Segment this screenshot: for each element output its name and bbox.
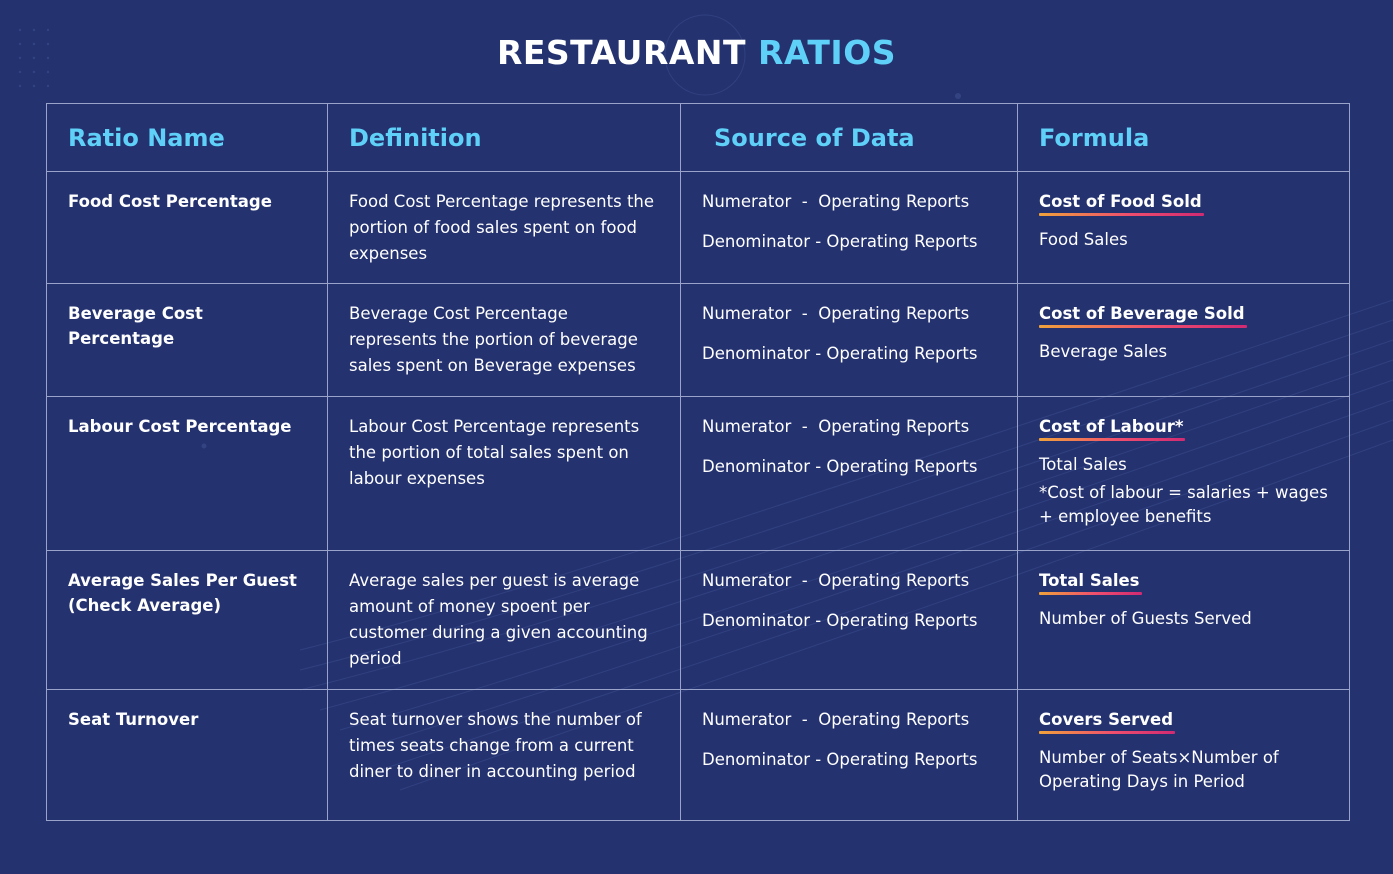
formula-denominator: Number of Guests Served — [1039, 609, 1252, 628]
table-row — [47, 551, 1350, 690]
header-label: Definition — [349, 123, 482, 152]
definition-cell — [328, 690, 681, 821]
formula-denominator: Food Sales — [1039, 230, 1128, 249]
table-row — [47, 397, 1350, 551]
table-row — [47, 284, 1350, 397]
title-part-1: RESTAURANT — [496, 33, 747, 72]
header-source-of-data — [681, 104, 1018, 172]
definition-cell — [328, 551, 681, 690]
source-cell — [681, 284, 1018, 397]
formula-footnote: *Cost of labour = salaries + wages + employee benefits — [1039, 483, 1328, 526]
definition-text: Seat turnover shows the number of times seats change from a current diner to diner in accounting period — [349, 710, 642, 781]
definition-cell — [328, 172, 681, 284]
formula-numerator: Covers Served — [1039, 707, 1173, 734]
source-denominator: Denominator - Operating Reports — [702, 232, 978, 251]
ratio-name: Seat Turnover — [68, 710, 199, 729]
table-header-row — [47, 104, 1350, 172]
header-definition — [328, 104, 681, 172]
ratio-name: Labour Cost Percentage — [68, 417, 292, 436]
source-cell — [681, 397, 1018, 551]
page-title — [0, 32, 1393, 74]
ratio-name: Food Cost Percentage — [68, 192, 272, 211]
formula-denominator: Number of Seats×Number of Operating Days in Period — [1039, 748, 1279, 791]
source-numerator: Numerator - Operating Reports — [702, 710, 970, 729]
source-cell — [681, 551, 1018, 690]
formula-denominator: Total Sales — [1039, 455, 1127, 474]
definition-text: Labour Cost Percentage represents the portion of total sales spent on labour expenses — [349, 417, 640, 488]
formula-numerator: Cost of Labour* — [1039, 414, 1183, 441]
ratio-name-cell — [47, 690, 328, 821]
definition-text: Average sales per guest is average amount of money spoent per customer during a given accounting period — [349, 571, 648, 668]
formula-cell — [1018, 690, 1350, 821]
ratio-name: Beverage Cost Percentage — [68, 304, 203, 348]
header-label: Formula — [1039, 123, 1150, 152]
source-denominator: Denominator - Operating Reports — [702, 457, 978, 476]
ratio-name-cell — [47, 284, 328, 397]
formula-numerator: Cost of Beverage Sold — [1039, 301, 1245, 328]
ratio-name-cell — [47, 551, 328, 690]
formula-cell — [1018, 172, 1350, 284]
source-numerator: Numerator - Operating Reports — [702, 304, 970, 323]
ratio-name-cell — [47, 172, 328, 284]
definition-cell — [328, 397, 681, 551]
source-cell — [681, 690, 1018, 821]
formula-cell — [1018, 397, 1350, 551]
ratio-name: Average Sales Per Guest (Check Average) — [68, 571, 297, 615]
source-numerator: Numerator - Operating Reports — [702, 571, 970, 590]
source-denominator: Denominator - Operating Reports — [702, 611, 978, 630]
formula-cell — [1018, 284, 1350, 397]
header-formula — [1018, 104, 1350, 172]
ratios-table — [46, 103, 1350, 821]
table-row — [47, 690, 1350, 821]
source-cell — [681, 172, 1018, 284]
formula-denominator: Beverage Sales — [1039, 342, 1168, 361]
source-numerator: Numerator - Operating Reports — [702, 417, 970, 436]
definition-text: Beverage Cost Percentage represents the portion of beverage sales spent on Beverage expenses — [349, 304, 638, 375]
formula-cell — [1018, 551, 1350, 690]
formula-numerator: Total Sales — [1039, 568, 1140, 595]
definition-text: Food Cost Percentage represents the portion of food sales spent on food expenses — [349, 192, 655, 263]
header-label: Source of Data — [714, 123, 915, 152]
ratio-name-cell — [47, 397, 328, 551]
header-label: Ratio Name — [68, 123, 225, 152]
source-denominator: Denominator - Operating Reports — [702, 344, 978, 363]
source-denominator: Denominator - Operating Reports — [702, 750, 978, 769]
formula-numerator: Cost of Food Sold — [1039, 189, 1202, 216]
source-numerator: Numerator - Operating Reports — [702, 192, 970, 211]
table-row — [47, 172, 1350, 284]
title-part-2: RATIOS — [758, 33, 897, 72]
definition-cell — [328, 284, 681, 397]
header-ratio-name — [47, 104, 328, 172]
